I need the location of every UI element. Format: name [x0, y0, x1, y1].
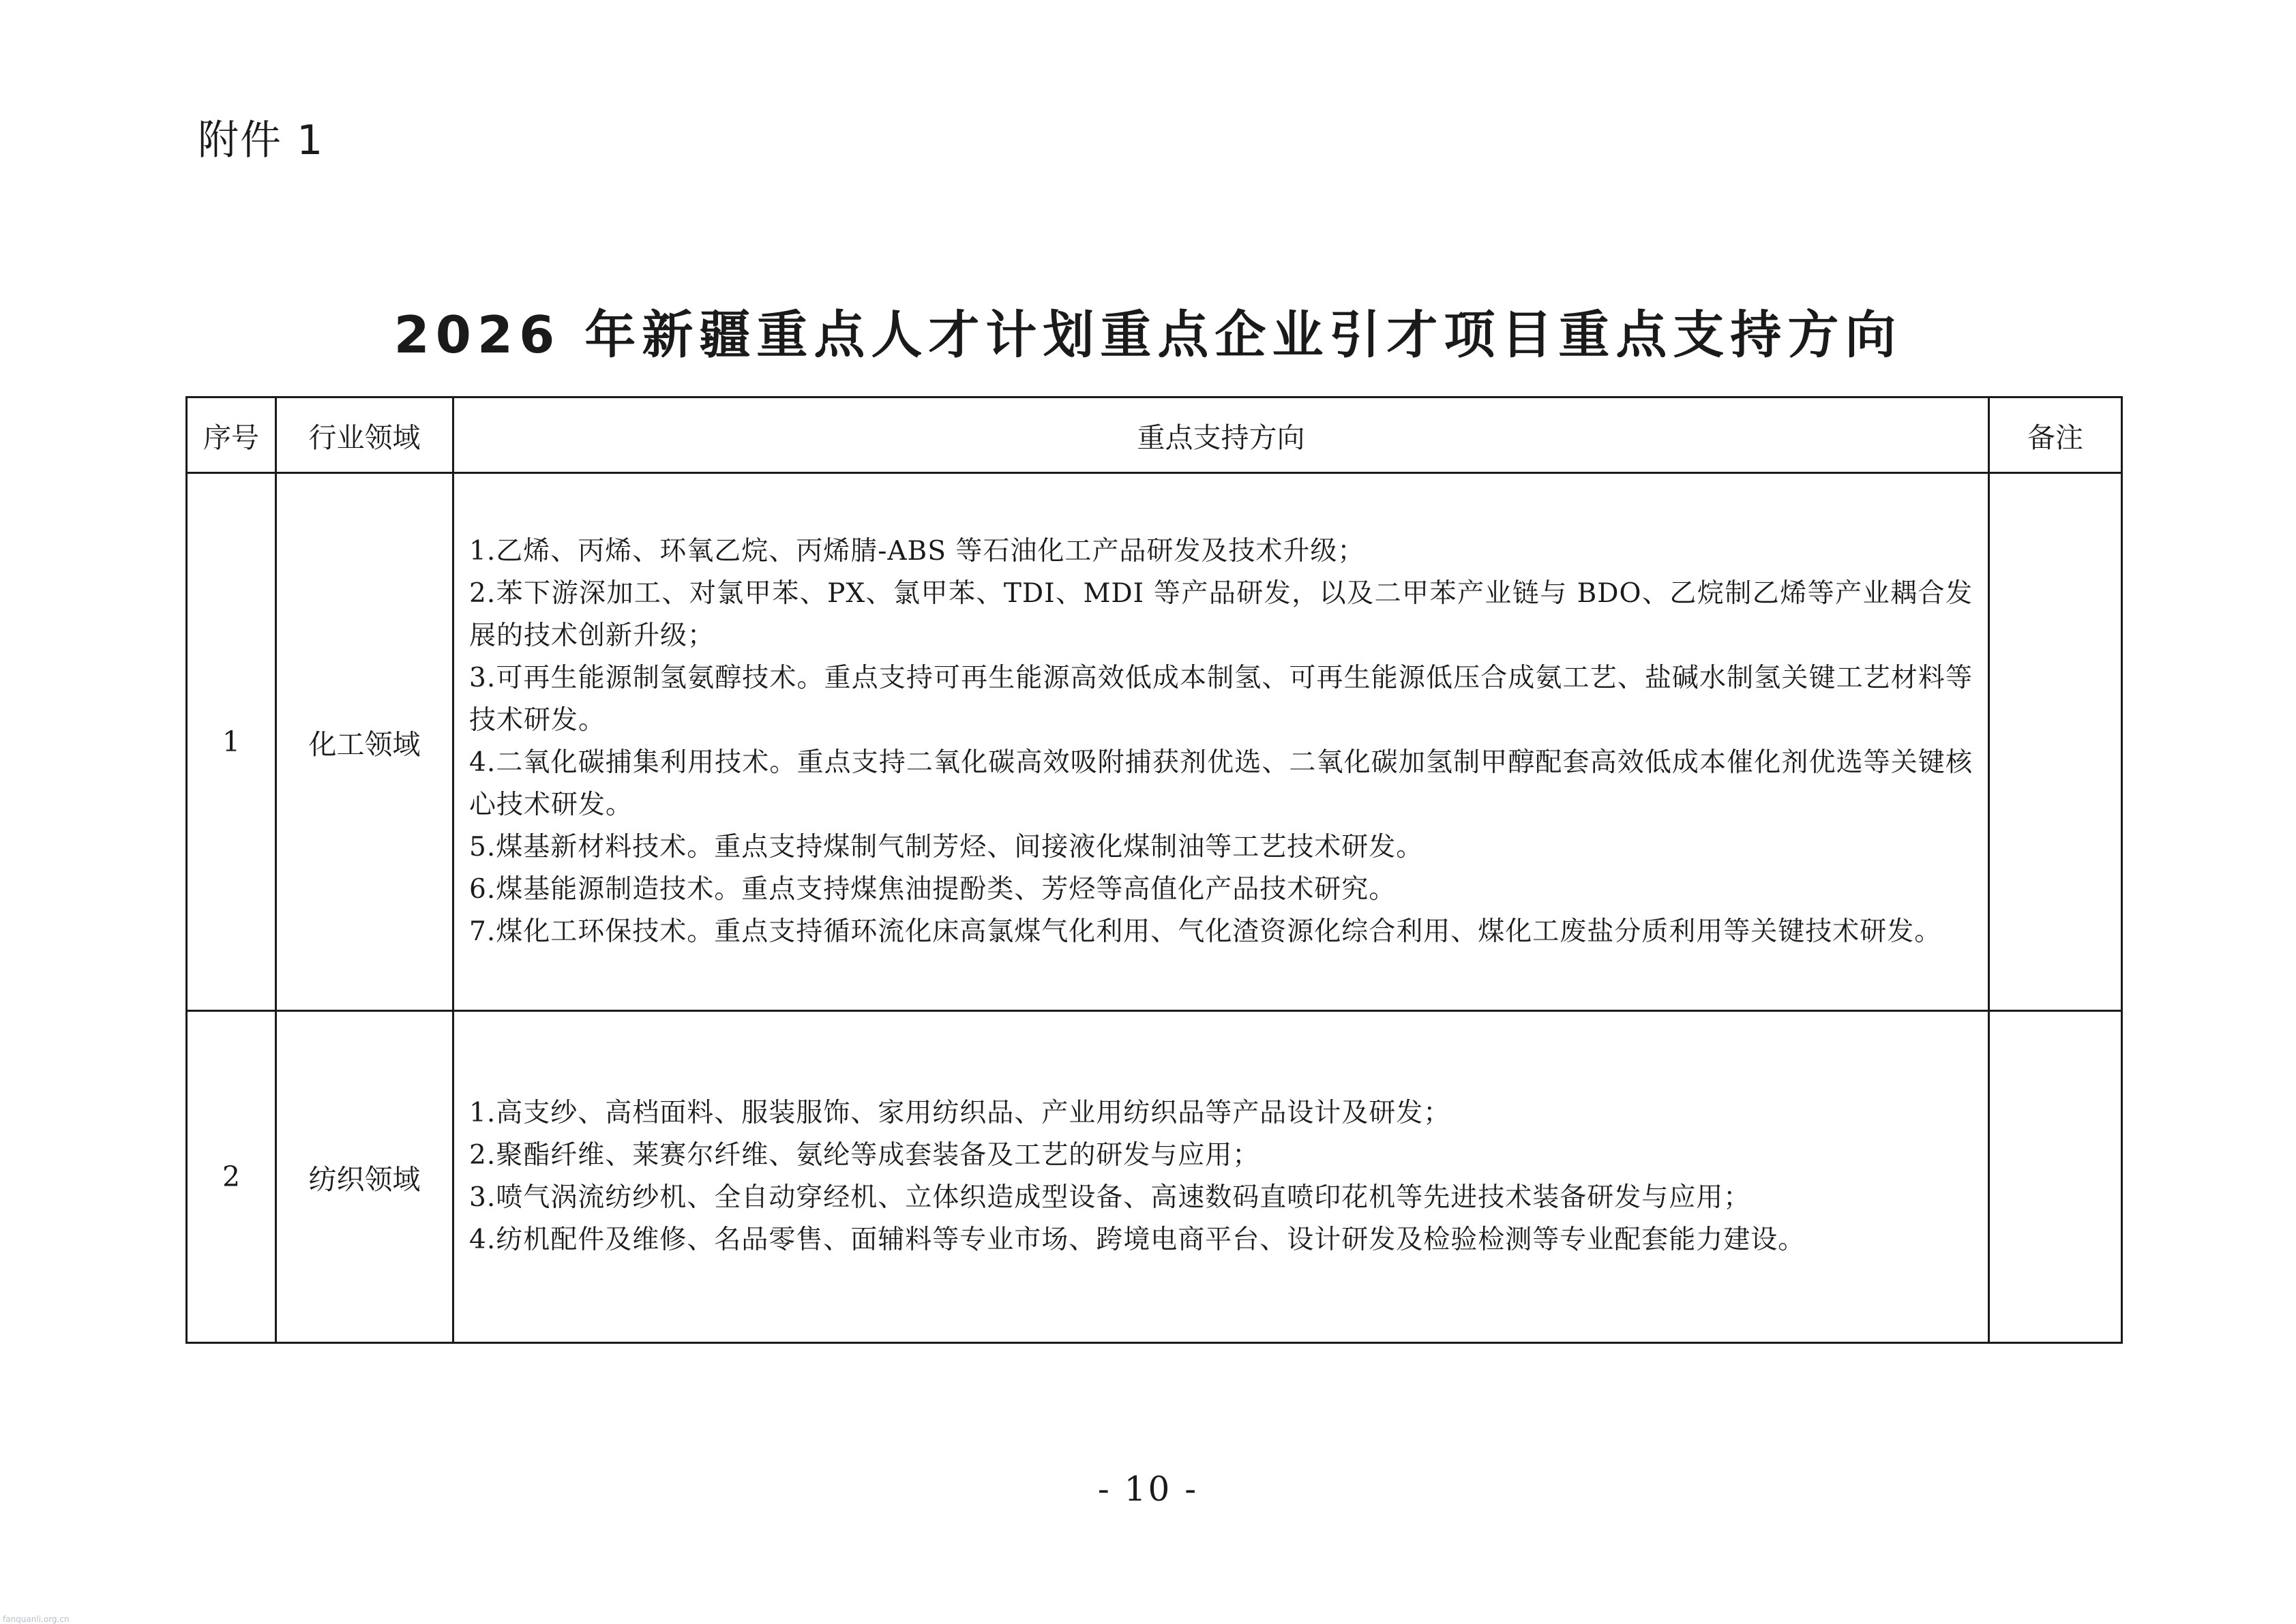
direction-item: 4.二氧化碳捕集利用技术。重点支持二氧化碳高效吸附捕获剂优选、二氧化碳加氢制甲醇配套高效低成本催化剂优选等关键核心技术研发。 [469, 747, 1973, 820]
support-direction-table [185, 396, 2123, 1344]
direction-item: 3.喷气涡流纺纱机、全自动穿经机、立体织造成型设备、高速数码直喷印花机等先进技术装备研发与应用； [469, 1182, 1751, 1213]
attachment-label: 附件 1 [198, 117, 325, 164]
direction-item: 3.可再生能源制氢氨醇技术。重点支持可再生能源高效低成本制氢、可再生能源低压合成氨工艺、盐碱水制氢关键工艺材料等技术研发。 [469, 663, 1973, 736]
direction-item: 1.乙烯、丙烯、环氧乙烷、丙烯腈-ABS 等石油化工产品研发及技术升级； [469, 536, 1365, 567]
direction-item: 2.聚酯纤维、莱赛尔纤维、氨纶等成套装备及工艺的研发与应用； [469, 1140, 1260, 1171]
table-header-row [187, 397, 2122, 473]
direction-item: 1.高支纱、高档面料、服装服饰、家用纺织品、产业用纺织品等产品设计及研发； [469, 1098, 1451, 1128]
header-field: 行业领域 [276, 397, 453, 473]
direction-item: 5.煤基新材料技术。重点支持煤制气制芳烃、间接液化煤制油等工艺技术研发。 [469, 832, 1424, 862]
row-remark [1989, 1011, 2122, 1343]
watermark: fanquanli.org.cn [3, 1614, 70, 1624]
header-direction: 重点支持方向 [453, 397, 1989, 473]
page-number: - 10 - [1097, 1469, 1199, 1509]
row-field: 化工领域 [276, 473, 453, 1011]
table-row [187, 473, 2122, 1011]
header-index: 序号 [187, 397, 276, 473]
row-index: 2 [187, 1011, 276, 1343]
direction-item: 7.煤化工环保技术。重点支持循环流化床高氯煤气化利用、气化渣资源化综合利用、煤化工废盐分质利用等关键技术研发。 [469, 916, 1942, 947]
header-remark: 备注 [1989, 397, 2122, 473]
row-index: 1 [187, 473, 276, 1011]
direction-item: 4.纺机配件及维修、名品零售、面辅料等专业市场、跨境电商平台、设计研发及检验检测等专业配套能力建设。 [469, 1224, 1806, 1255]
direction-item: 2.苯下游深加工、对氯甲苯、PX、氯甲苯、TDI、MDI 等产品研发，以及二甲苯产业链与 BDO、乙烷制乙烯等产业耦合发展的技术创新升级； [469, 578, 1973, 651]
row-remark [1989, 473, 2122, 1011]
document-title: 2026 年新疆重点人才计划重点企业引才项目重点支持方向 [393, 305, 1903, 365]
row-directions [453, 1011, 1989, 1343]
direction-item: 6.煤基能源制造技术。重点支持煤焦油提酚类、芳烃等高值化产品技术研究。 [469, 874, 1397, 905]
row-directions [453, 473, 1989, 1011]
row-field: 纺织领域 [276, 1011, 453, 1343]
table-row [187, 1011, 2122, 1343]
